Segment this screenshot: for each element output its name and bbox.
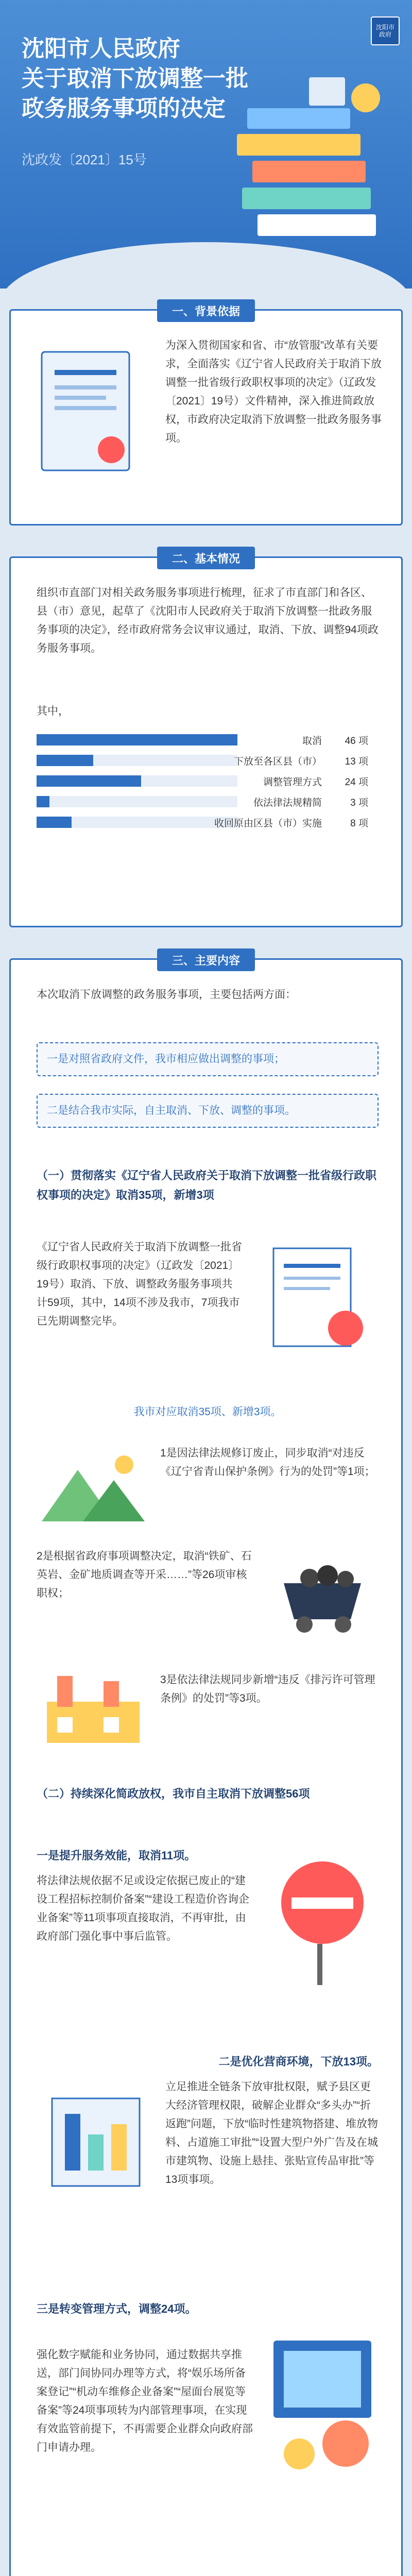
section-background xyxy=(9,304,403,526)
stat-bar-label: 调整管理方式 xyxy=(263,777,322,788)
stat-bar-label: 依法律法规精简 xyxy=(253,798,322,808)
stat-bar-row xyxy=(37,733,379,747)
title-line-3: 政务服务事项的决定 xyxy=(22,96,226,121)
stat-bar-value: 8 项 xyxy=(350,818,368,829)
background-text: 为深入贯彻国家和省、市“放管服”改革有关要求，全面落实《辽宁省人民政府关于取消下放调整一批省级行政职权事项的决定》（辽政发〔2021〕19号）文件精神，深入推进简政放权，市政府决定取消下放调整一批政务服务事项。 xyxy=(165,340,382,444)
stat-bar-row xyxy=(37,774,379,788)
highlight-box-2: 二是结合我市实际，自主取消、下放、调整的事项。 xyxy=(37,1094,379,1128)
p1-heading: 一是提升服务效能，取消11项。 xyxy=(37,1849,196,1862)
qr-badge[interactable]: 沈阳市政府 xyxy=(371,16,400,45)
stat-bar-track xyxy=(37,796,237,807)
stat-bar-label: 收回原由区县（市）实施 xyxy=(214,818,322,829)
p1-text: 将法律法规依据不足或设定依据已废止的“建设工程招标控制价备案”“建设工程造价咨询企业备案”等11项事项直接取消，不再审批，由政府部门强化事中事后监管。 xyxy=(37,1875,249,1942)
part1-heading: （一）贯彻落实《辽宁省人民政府关于取消下放调整一批省级行政职权事项的决定》取消35项，新增3项 xyxy=(37,1169,377,1201)
p2-text: 立足推进全链条下放审批权限，赋予县区更大经济管理权限，破解企业群众“多头办”“折返跑”问题，下放“临时性建筑物搭建、堆放物料、占道施工审批”“设置大型户外广告及在城市建筑物、设施上悬挂、张贴宣传品审批”等13项事项。 xyxy=(165,2081,378,2185)
mountain-illustration-icon xyxy=(37,1444,150,1532)
section-title-content: 三、主要内容 xyxy=(157,948,255,971)
item-1-text: 1是因法律法规修订废止，同步取消“对违反《辽宁省青山保护条例》行为的处罚”等1项； xyxy=(160,1447,375,1478)
document-stamp-icon xyxy=(258,1238,376,1357)
mining-cart-icon xyxy=(268,1547,376,1640)
content-intro: 本次取消下放调整的政务服务事项，主要包括两方面： xyxy=(37,989,296,1001)
stat-bar-fill xyxy=(37,734,237,745)
stat-bar-fill xyxy=(37,796,49,807)
stat-bar-value: 3 项 xyxy=(350,798,368,808)
part1-text: 《辽宁省人民政府关于取消下放调整一批省级行政职权事项的决定》（辽政发〔2021〕19号）取消、下放、调整政务服务事项共计59项，其中，14项不涉及我市，7项我市已先期调整完毕。 xyxy=(37,1241,242,1327)
overview-intro: 其中， xyxy=(37,705,69,717)
document-illustration-icon xyxy=(26,342,155,496)
title-line-2: 关于取消下放调整一批 xyxy=(22,66,248,91)
business-illustration-icon xyxy=(37,2067,155,2201)
data-screen-icon xyxy=(263,2320,382,2490)
title-line-1: 沈阳市人民政府 xyxy=(22,36,180,61)
stat-bar-fill xyxy=(37,775,141,787)
section-title-background: 一、背景依据 xyxy=(157,299,255,322)
p3-heading: 三是转变管理方式，调整24项。 xyxy=(37,2302,197,2315)
part2-heading: （二）持续深化简政放权，我市自主取消下放调整56项 xyxy=(37,1787,310,1800)
stat-bar-fill xyxy=(37,817,72,828)
p3-text: 强化数字赋能和业务协同，通过数据共享推送，部门间协同办理等方式，将“娱乐场所备案登记”“机动车维修企业备案”“屋面台展览等备案”等24项事项转为内部管理事项，在实现有效监管前提下，不再需要企业群众向政府部门申请办理。 xyxy=(37,2349,253,2453)
stat-bar-value: 13 项 xyxy=(345,756,368,767)
highlight-box-1: 一是对照省政府文件，我市相应做出调整的事项； xyxy=(37,1042,379,1076)
section-content xyxy=(9,954,403,2576)
stat-bar-label: 取消 xyxy=(302,736,322,747)
item-3-text: 3是依法律法规同步新增“违反《排污许可管理条例》的处罚”等3项。 xyxy=(160,1674,375,1704)
no-entry-sign-icon xyxy=(263,1846,382,1990)
stat-bar-value: 24 项 xyxy=(345,777,368,788)
stat-bar-row xyxy=(37,754,379,767)
section-title-overview: 二、基本情况 xyxy=(157,547,255,569)
stat-bar-fill xyxy=(37,755,93,766)
stat-bar-label: 下放至各区县（市） xyxy=(233,756,322,767)
stat-bar-row xyxy=(37,816,379,829)
stat-bar-value: 46 项 xyxy=(345,736,368,747)
p2-heading: 二是优化营商环境，下放13项。 xyxy=(218,2055,379,2068)
item-2-text: 2是根据省政府事项调整决定，取消“铁矿、石英岩、金矿地质调查等开采……”等26项审核职权； xyxy=(37,1550,252,1599)
hero-banner xyxy=(0,0,412,289)
overview-text: 组织市直部门对相关政务服务事项进行梳理，征求了市直部门和各区、县（市）意见，起草了《沈阳市人民政府关于取消下放调整一批政务服务事项的决定》，经市政府常务会议审议通过，取消、下放、调整94项政务服务事项。 xyxy=(37,587,379,654)
stat-bar-row xyxy=(37,795,379,808)
section-overview xyxy=(9,552,403,927)
part1-summary: 我市对应取消35项、新增3项。 xyxy=(133,1406,282,1418)
factory-illustration-icon xyxy=(37,1660,150,1753)
document-number: 沈政发〔2021〕15号 xyxy=(22,152,147,167)
